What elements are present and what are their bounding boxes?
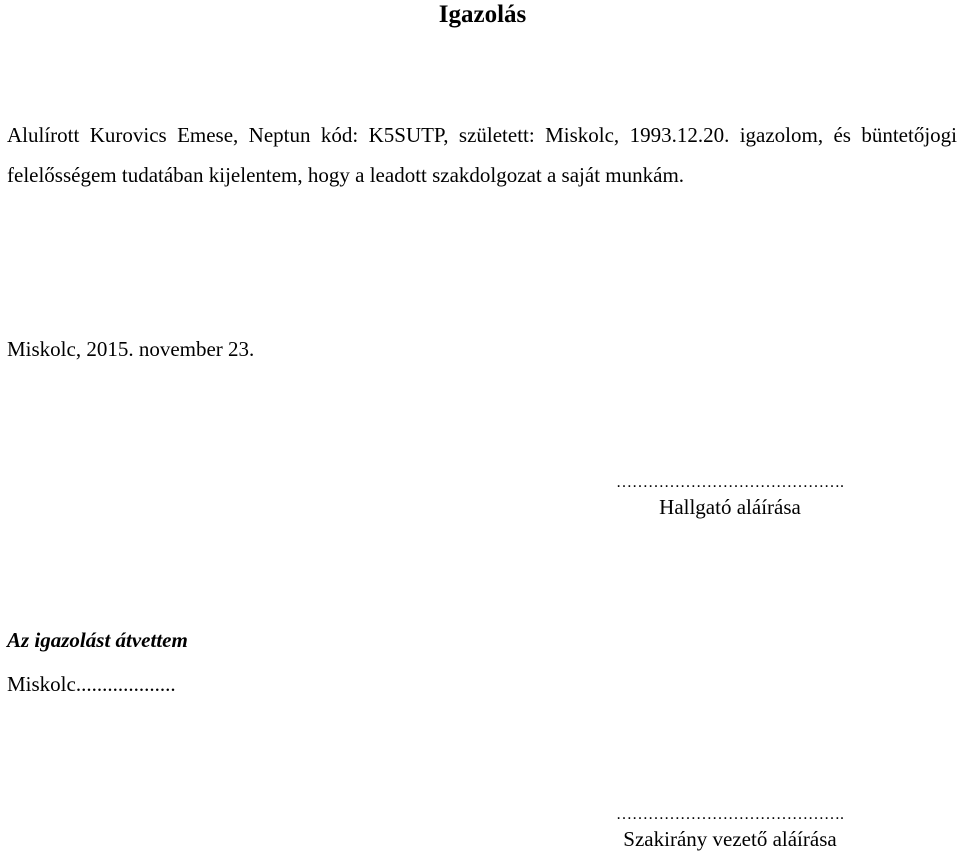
head-signature-label: Szakirány vezető aláírása (623, 827, 837, 851)
student-signature-label: Hallgató aláírása (659, 495, 801, 519)
place-and-date: Miskolc, 2015. november 23. (7, 337, 255, 361)
received-heading: Az igazolást átvettem (7, 628, 188, 652)
declaration-paragraph: Alulírott Kurovics Emese, Neptun kód: K5SUTP, született: Miskolc, 1993.12.20. igazolom, és büntetőjogi felelősségem tudatában kijelentem, hogy a leadott szakdolgozat a saját munkám. (7, 123, 957, 187)
received-city-line: Miskolc................... (7, 672, 176, 696)
student-signature-block (520, 472, 940, 520)
head-signature-line: ……………………………………. (616, 806, 844, 823)
head-signature-block (520, 804, 940, 852)
student-signature-line: ……………………………………. (616, 474, 844, 491)
document-title: Igazolás (438, 1, 527, 28)
